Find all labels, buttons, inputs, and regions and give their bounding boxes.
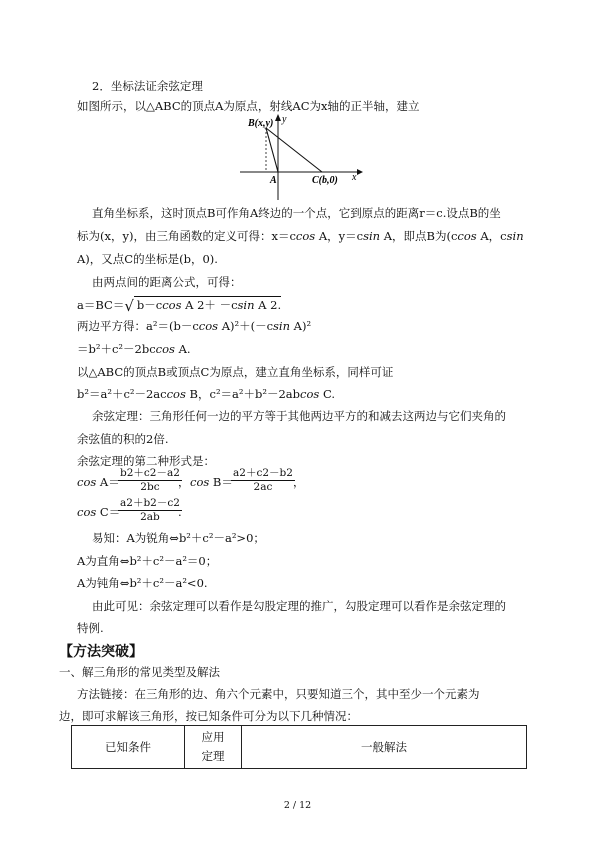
- square-line2: ＝b²＋c²－2bccos A.: [77, 342, 191, 356]
- square-line1: 两边平方得：a²＝(b－ccos A)²＋(－csin A)²: [77, 319, 312, 333]
- para1-line1: 直角坐标系，这时顶点B可作角A终边的一个点，它到原点的距离r＝c.设点B的坐: [92, 206, 501, 220]
- header-known: 已知条件: [72, 726, 185, 769]
- formula-separator: ，: [178, 475, 190, 489]
- angles-acute: 易知：A为锐角⇔b²＋c²－a²>0；: [92, 531, 265, 545]
- conclusion-line2: 特例.: [77, 621, 104, 635]
- header-method: 一般解法: [242, 726, 527, 769]
- similar-line1: 以△ABC的顶点B或顶点C为原点，建立直角坐标系，同样可证: [77, 365, 394, 379]
- method-header: 【方法突破】: [59, 644, 143, 660]
- figure-label-a: A: [270, 175, 277, 186]
- figure-label-x: x: [352, 172, 357, 183]
- figure-label-y: y: [282, 114, 287, 125]
- page-number: 2 / 12: [283, 800, 312, 811]
- solution-table: [71, 725, 527, 769]
- method-para-line2: 边，即可求解该三角形，按已知条件可分为以下几种情况：: [59, 709, 358, 723]
- theorem-line2: 余弦值的积的2倍.: [77, 432, 169, 446]
- coordinate-figure: [236, 112, 366, 202]
- angles-right: A为直角⇔b²＋c²－a²＝0；: [77, 554, 218, 568]
- para1-line2: 标为(x，y)，由三角函数的定义可得：x＝ccos A，y＝csin A，即点B为(ccos A，csin: [77, 229, 524, 243]
- conclusion-line1: 由此可见：余弦定理可以看作是勾股定理的推广，勾股定理可以看作是余弦定理的: [92, 599, 506, 613]
- similar-line2: b²＝a²＋c²－2accos B，c²＝a²＋b²－2abcos C.: [77, 387, 336, 401]
- table-header-row: [72, 726, 527, 769]
- para1-line3: A)，又点C的坐标是(b，0).: [77, 252, 218, 266]
- cosC-fraction: $\frac{a2+b2-c2}{2ab}$: [120, 497, 180, 523]
- header-theorem: 应用 定理: [185, 726, 242, 769]
- cosB-fraction: $\frac{a2+c2-b2}{2ac}$: [233, 467, 293, 493]
- cosA-lhs: cos A＝: [77, 475, 120, 489]
- distance-intro: 由两点间的距离公式，可得：: [92, 275, 242, 289]
- theorem-line1: 余弦定理：三角形任何一边的平方等于其他两边平方的和减去这两边与它们夹角的: [92, 409, 506, 423]
- formula-period: .: [178, 505, 182, 519]
- intro-line: 如图所示，以△ABC的顶点A为原点，射线AC为x轴的正半轴，建立: [77, 99, 420, 113]
- sqrt-icon: √: [124, 297, 134, 315]
- method-para-line1: 方法链接：在三角形的边、角六个元素中，只要知道三个，其中至少一个元素为: [77, 687, 480, 701]
- second-form-intro: 余弦定理的第二种形式是：: [77, 454, 215, 468]
- figure-label-c: C(b,0): [312, 175, 338, 186]
- section-title: 2．坐标法证余弦定理: [92, 79, 203, 93]
- cosC-lhs: cos C＝: [77, 505, 121, 519]
- distance-formula: a＝BC＝√ b－ccos A 2＋ －csin A 2.: [77, 297, 282, 315]
- figure-label-b: B(x,y): [248, 118, 274, 129]
- cosB-lhs: cos B＝: [190, 475, 233, 489]
- angles-obtuse: A为钝角⇔b²＋c²－a²<0.: [77, 576, 208, 590]
- method-subtitle: 一、解三角形的常见类型及解法: [59, 665, 220, 679]
- cosA-fraction: $\frac{b2+c2-a2}{2bc}$: [120, 467, 180, 493]
- formula-comma: ，: [293, 475, 305, 489]
